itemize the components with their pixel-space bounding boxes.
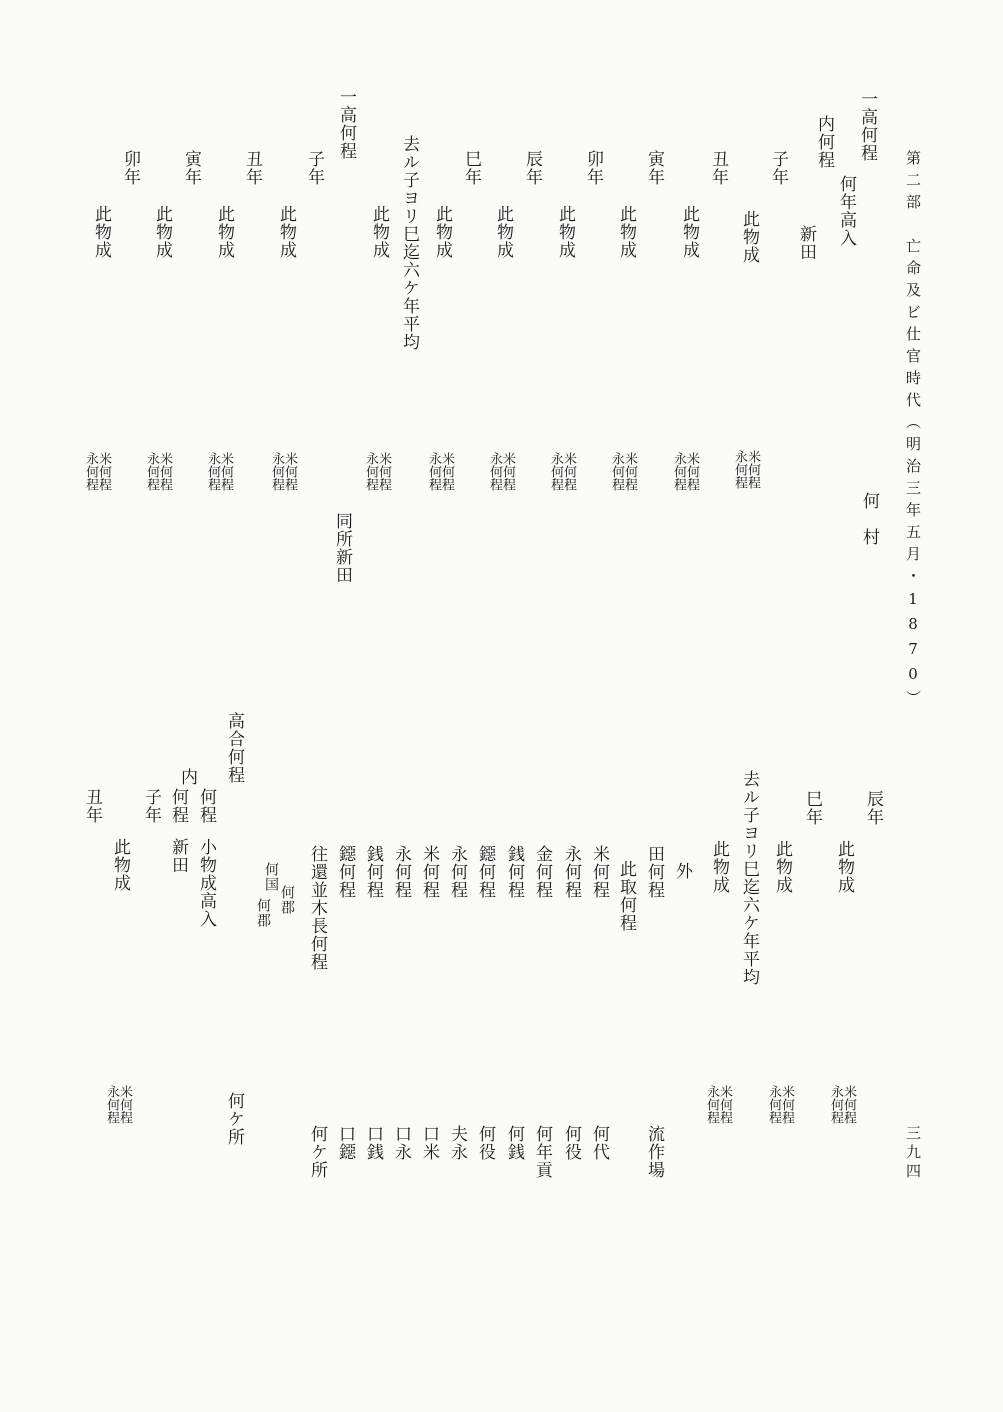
kono-monogari: 此物成 [432, 205, 452, 259]
ko-monogari-takairi: 小物成高入 [196, 838, 216, 928]
year-ushi-2: 丑年 [242, 150, 262, 186]
year-ushi: 丑年 [708, 150, 728, 186]
item-bottom: 口銭 [363, 1125, 383, 1161]
year-tora-2: 寅年 [181, 150, 201, 186]
kono-monogari: 此物成 [834, 840, 854, 894]
shinden-label: 新田 [796, 225, 816, 261]
year-mi: 巳年 [461, 150, 481, 186]
year-mi-b: 巳年 [802, 790, 822, 826]
nagare-sakuba: 流作場 [644, 1125, 664, 1179]
kono-monogari: 此物成 [276, 205, 296, 259]
item-top: 永何程 [391, 845, 411, 899]
average-label: 去ル子ヨリ巳迄六ケ年平均 [399, 135, 419, 351]
item-bottom: 何年貢 [532, 1125, 552, 1179]
village-mura: 村 [859, 528, 879, 546]
second-takanani: 一高何程 [336, 88, 356, 160]
item-top: 米何程 [419, 845, 439, 899]
year-ne-b: 子年 [141, 788, 161, 824]
note-rice-ei: 米何程 永何程 [363, 452, 391, 491]
item-top: 銭何程 [504, 845, 524, 899]
shinden-label-b: 新田 [168, 838, 188, 874]
gun-label: 何郡 [279, 885, 295, 915]
item-top: 永何程 [561, 845, 581, 899]
kotori-nanihodo: 此取何程 [616, 860, 636, 932]
year-tora: 寅年 [644, 150, 664, 186]
year-ne: 子年 [768, 150, 788, 186]
village-nani: 何 [859, 492, 879, 510]
kuni-label: 何国 [263, 862, 279, 892]
item-bottom: 何役 [475, 1125, 495, 1161]
kasho-label: 何ケ所 [307, 1125, 327, 1179]
kono-monogari: 此物成 [214, 205, 234, 259]
soto-label: 外 [672, 862, 692, 880]
year-u-2: 卯年 [120, 150, 140, 186]
kono-monogari: 此物成 [152, 205, 172, 259]
item-top: 鐚何程 [475, 845, 495, 899]
item-bottom: 口鐚 [335, 1125, 355, 1161]
year-ne-2: 子年 [304, 150, 324, 186]
item-bottom: 口米 [419, 1125, 439, 1161]
kono-monogari: 此物成 [369, 205, 389, 259]
kono-monogari: 此物成 [709, 840, 729, 894]
item-top: 永何程 [447, 845, 467, 899]
title-takanani: 一高何程 [857, 90, 877, 162]
kono-monogari: 此物成 [679, 205, 699, 259]
item-top: 鐚何程 [335, 845, 355, 899]
year-tatsu-b: 辰年 [863, 790, 883, 826]
note-rice-ei: 米何程 永何程 [83, 452, 111, 491]
kougou-nanihodo: 高合何程 [224, 712, 244, 784]
note-rice-ei: 米何程 永何程 [766, 1085, 794, 1124]
item-bottom: 何代 [589, 1125, 609, 1161]
note-rice-ei: 米何程 永何程 [828, 1085, 856, 1124]
kasho-label-2: 何ケ所 [224, 1092, 244, 1146]
item-top: 銭何程 [363, 845, 383, 899]
ta-nanihodo: 田何程 [644, 845, 664, 899]
item-top: 米何程 [589, 845, 609, 899]
nanihodo-label: 何程 [196, 788, 216, 824]
item-bottom: 何役 [561, 1125, 581, 1161]
kono-monogari: 此物成 [555, 205, 575, 259]
item-bottom: 夫永 [447, 1125, 467, 1161]
item-bottom: 何銭 [504, 1125, 524, 1161]
item-bottom: 口永 [391, 1125, 411, 1161]
dosho-shinden: 同所新田 [332, 512, 352, 584]
note-rice-ei: 米何程 永何程 [144, 452, 172, 491]
gun2-label: 何郡 [255, 898, 271, 928]
note-rice-ei: 米何程 永何程 [269, 452, 297, 491]
running-title: 第二部 亡命及ビ仕官時代（明治三年五月・1870） [904, 150, 922, 712]
kono-monogari: 此物成 [91, 205, 111, 259]
average-label-b: 去ル子ヨリ巳迄六ケ年平均 [739, 770, 759, 986]
item-top: 金何程 [532, 845, 552, 899]
year-tatsu: 辰年 [522, 150, 542, 186]
note-rice-ei: 米何程 永何程 [205, 452, 233, 491]
uchi-label: 内 [177, 768, 197, 786]
kono-monogari: 此物成 [616, 205, 636, 259]
note-rice-ei: 米何程 永何程 [104, 1085, 132, 1124]
note-rice-ei: 米何程 永何程 [704, 1085, 732, 1124]
year-u: 卯年 [583, 150, 603, 186]
note-rice-ei: 米何程 永何程 [487, 452, 515, 491]
year-ushi-b: 丑年 [82, 788, 102, 824]
note-rice-ei: 米何程 永何程 [732, 450, 760, 489]
nanihodo-label-2: 何程 [168, 788, 188, 824]
nanen-takairi: 何年高入 [836, 175, 856, 247]
note-rice-ei: 米何程 永何程 [548, 452, 576, 491]
oukan-namiki: 往還並木長何程 [307, 845, 327, 971]
kono-monogari: 此物成 [110, 838, 130, 892]
note-rice-ei: 米何程 永何程 [671, 452, 699, 491]
kono-monogari: 此物成 [739, 210, 759, 264]
page-number: 三九四 [904, 1125, 922, 1182]
note-rice-ei: 米何程 永何程 [609, 452, 637, 491]
note-rice-ei: 米何程 永何程 [426, 452, 454, 491]
uchi-nanihodo: 内何程 [814, 115, 834, 169]
kono-monogari: 此物成 [772, 840, 792, 894]
kono-monogari: 此物成 [493, 205, 513, 259]
